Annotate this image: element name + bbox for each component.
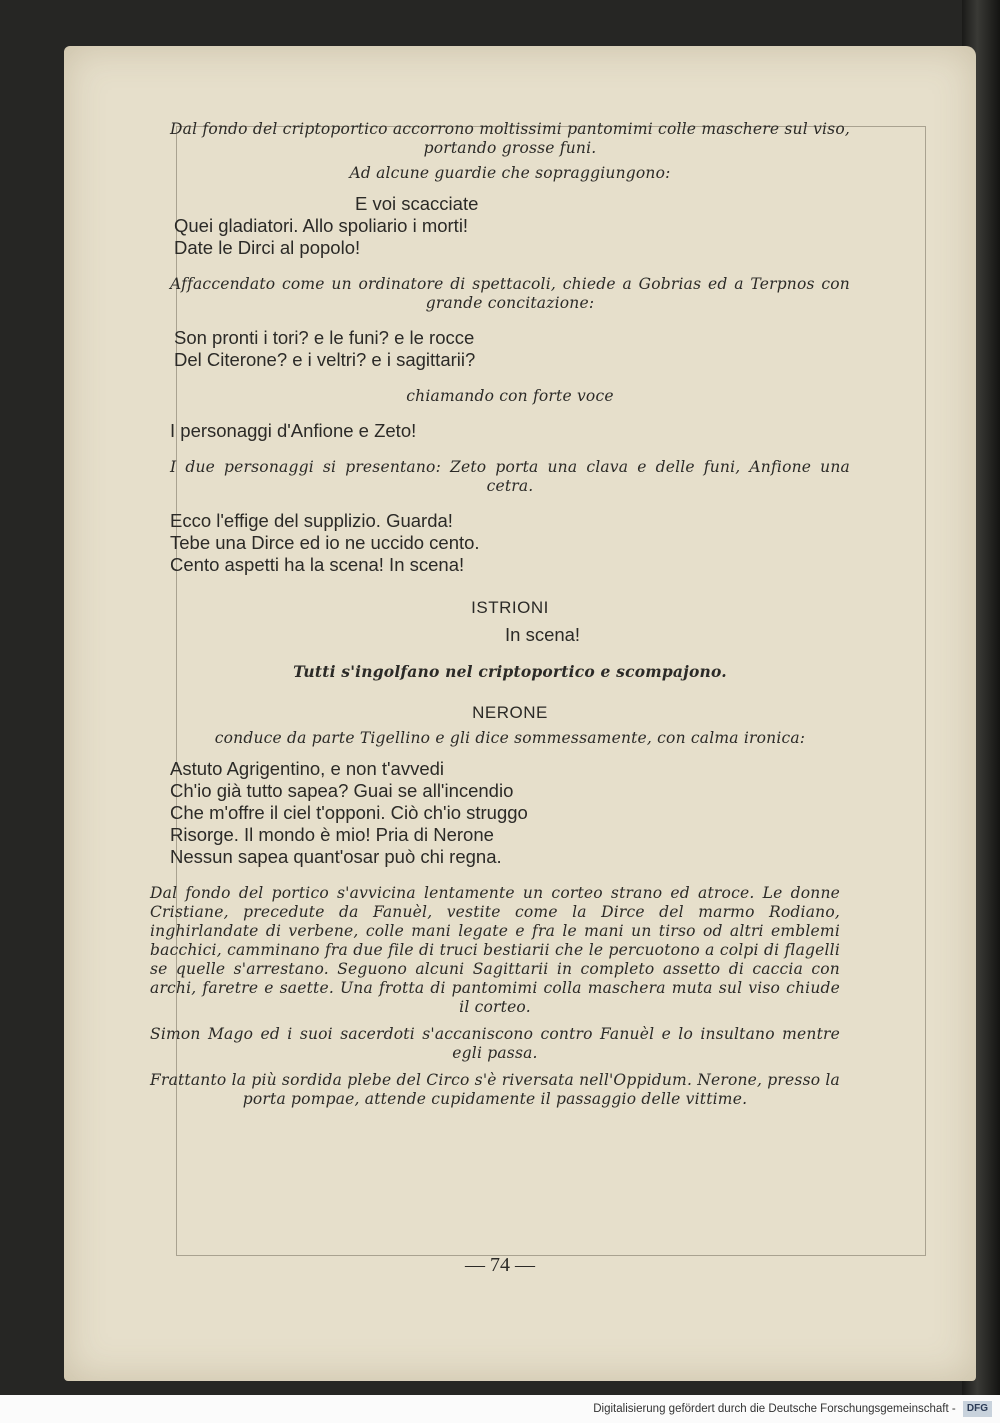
verse-block-6: [170, 758, 850, 868]
page-text: [150, 120, 850, 1123]
verse-line: Del Citerone? e i veltri? e i sagittarii?: [174, 349, 476, 370]
stage-direction-5: I due personaggi si presentano: Zeto porta una clava e delle funi, Anfione una cetra.: [170, 458, 850, 495]
verse-line: Risorge. Il mondo è mio! Pria di Nerone: [170, 824, 494, 845]
verse-line: Nessun sapea quant'osar può chi regna.: [170, 846, 502, 867]
verse-line: Son pronti i tori? e le funi? e le rocce: [174, 327, 475, 348]
verse-line: Cento aspetti ha la scena! In scena!: [170, 554, 465, 575]
stage-direction-7: conduce da parte Tigellino e gli dice sommessamente, con calma ironica:: [214, 729, 806, 747]
stage-direction-9: Simon Mago ed i suoi sacerdoti s'accaniscono contro Fanuèl e lo insultano mentre egli passa.: [150, 1025, 840, 1062]
verse-block-4: [170, 510, 850, 576]
page-number: — 74 —: [465, 1254, 535, 1276]
footer-text: Digitalisierung gefördert durch die Deutsche Forschungsgemeinschaft -: [593, 1403, 956, 1415]
verse-line: Tebe una Dirce ed io ne uccido cento.: [170, 532, 480, 553]
speaker-nerone: NERONE: [472, 703, 548, 722]
digitization-footer: [0, 1395, 1000, 1423]
stage-direction-10: Frattanto la più sordida plebe del Circo s'è riversata nell'Oppidum. Nerone, presso la porta pompae, attende cupidamente il passaggio delle vittime.: [150, 1071, 840, 1108]
verse-line: In scena!: [505, 624, 581, 645]
verse-line: I personaggi d'Anfione e Zeto!: [170, 420, 417, 441]
stage-direction-1: Dal fondo del criptoportico accorrono moltissimi pantomimi colle maschere sul viso, portando grosse funi.: [170, 120, 850, 157]
verse-line: Astuto Agrigentino, e non t'avvedi: [170, 758, 445, 779]
verse-block-2: [170, 327, 850, 371]
speaker-istrioni: ISTRIONI: [471, 598, 549, 617]
stage-direction-8: Dal fondo del portico s'avvicina lentamente un corteo strano ed atroce. Le donne Cristiane, precedute da Fanuèl, vestite come la Dirce del marmo Rodiano, inghirlandate di verbene, colle mani legate e fra le mani un tirso od altri emblemi bacchici, camminano fra due file di truci bestiarii che le percuotono a colpi di flagelli se quelle s'arrestano. Seguono alcuni Sagittarii in completo assetto di caccia con archi, faretre e saette. Una frotta di pantomimi colla maschera muta sul viso chiude il corteo.: [150, 884, 840, 1016]
verse-line: Ch'io già tutto sapea? Guai se all'incendio: [170, 780, 514, 801]
verse-block-5: [170, 624, 850, 646]
verse-line: Quei gladiatori. Allo spoliario i morti!: [174, 215, 469, 236]
stage-direction-6: Tutti s'ingolfano nel criptoportico e scompajono.: [293, 662, 727, 681]
stage-direction-2: Ad alcune guardie che sopraggiungono:: [349, 164, 671, 182]
dfg-logo: DFG: [963, 1401, 992, 1417]
stage-direction-3: Affaccendato come un ordinatore di spettacoli, chiede a Gobrias ed a Terpnos con grande concitazione:: [170, 275, 850, 312]
verse-line: Date le Dirci al popolo!: [174, 237, 361, 258]
verse-line: Ecco l'effige del supplizio. Guarda!: [170, 510, 453, 531]
verse-block-1: [170, 193, 850, 259]
stage-direction-4: chiamando con forte voce: [406, 387, 614, 405]
verse-line: Che m'offre il ciel t'opponi. Ciò ch'io struggo: [170, 802, 528, 823]
verse-block-3: [170, 420, 850, 442]
verse-line: E voi scacciate: [355, 193, 479, 214]
